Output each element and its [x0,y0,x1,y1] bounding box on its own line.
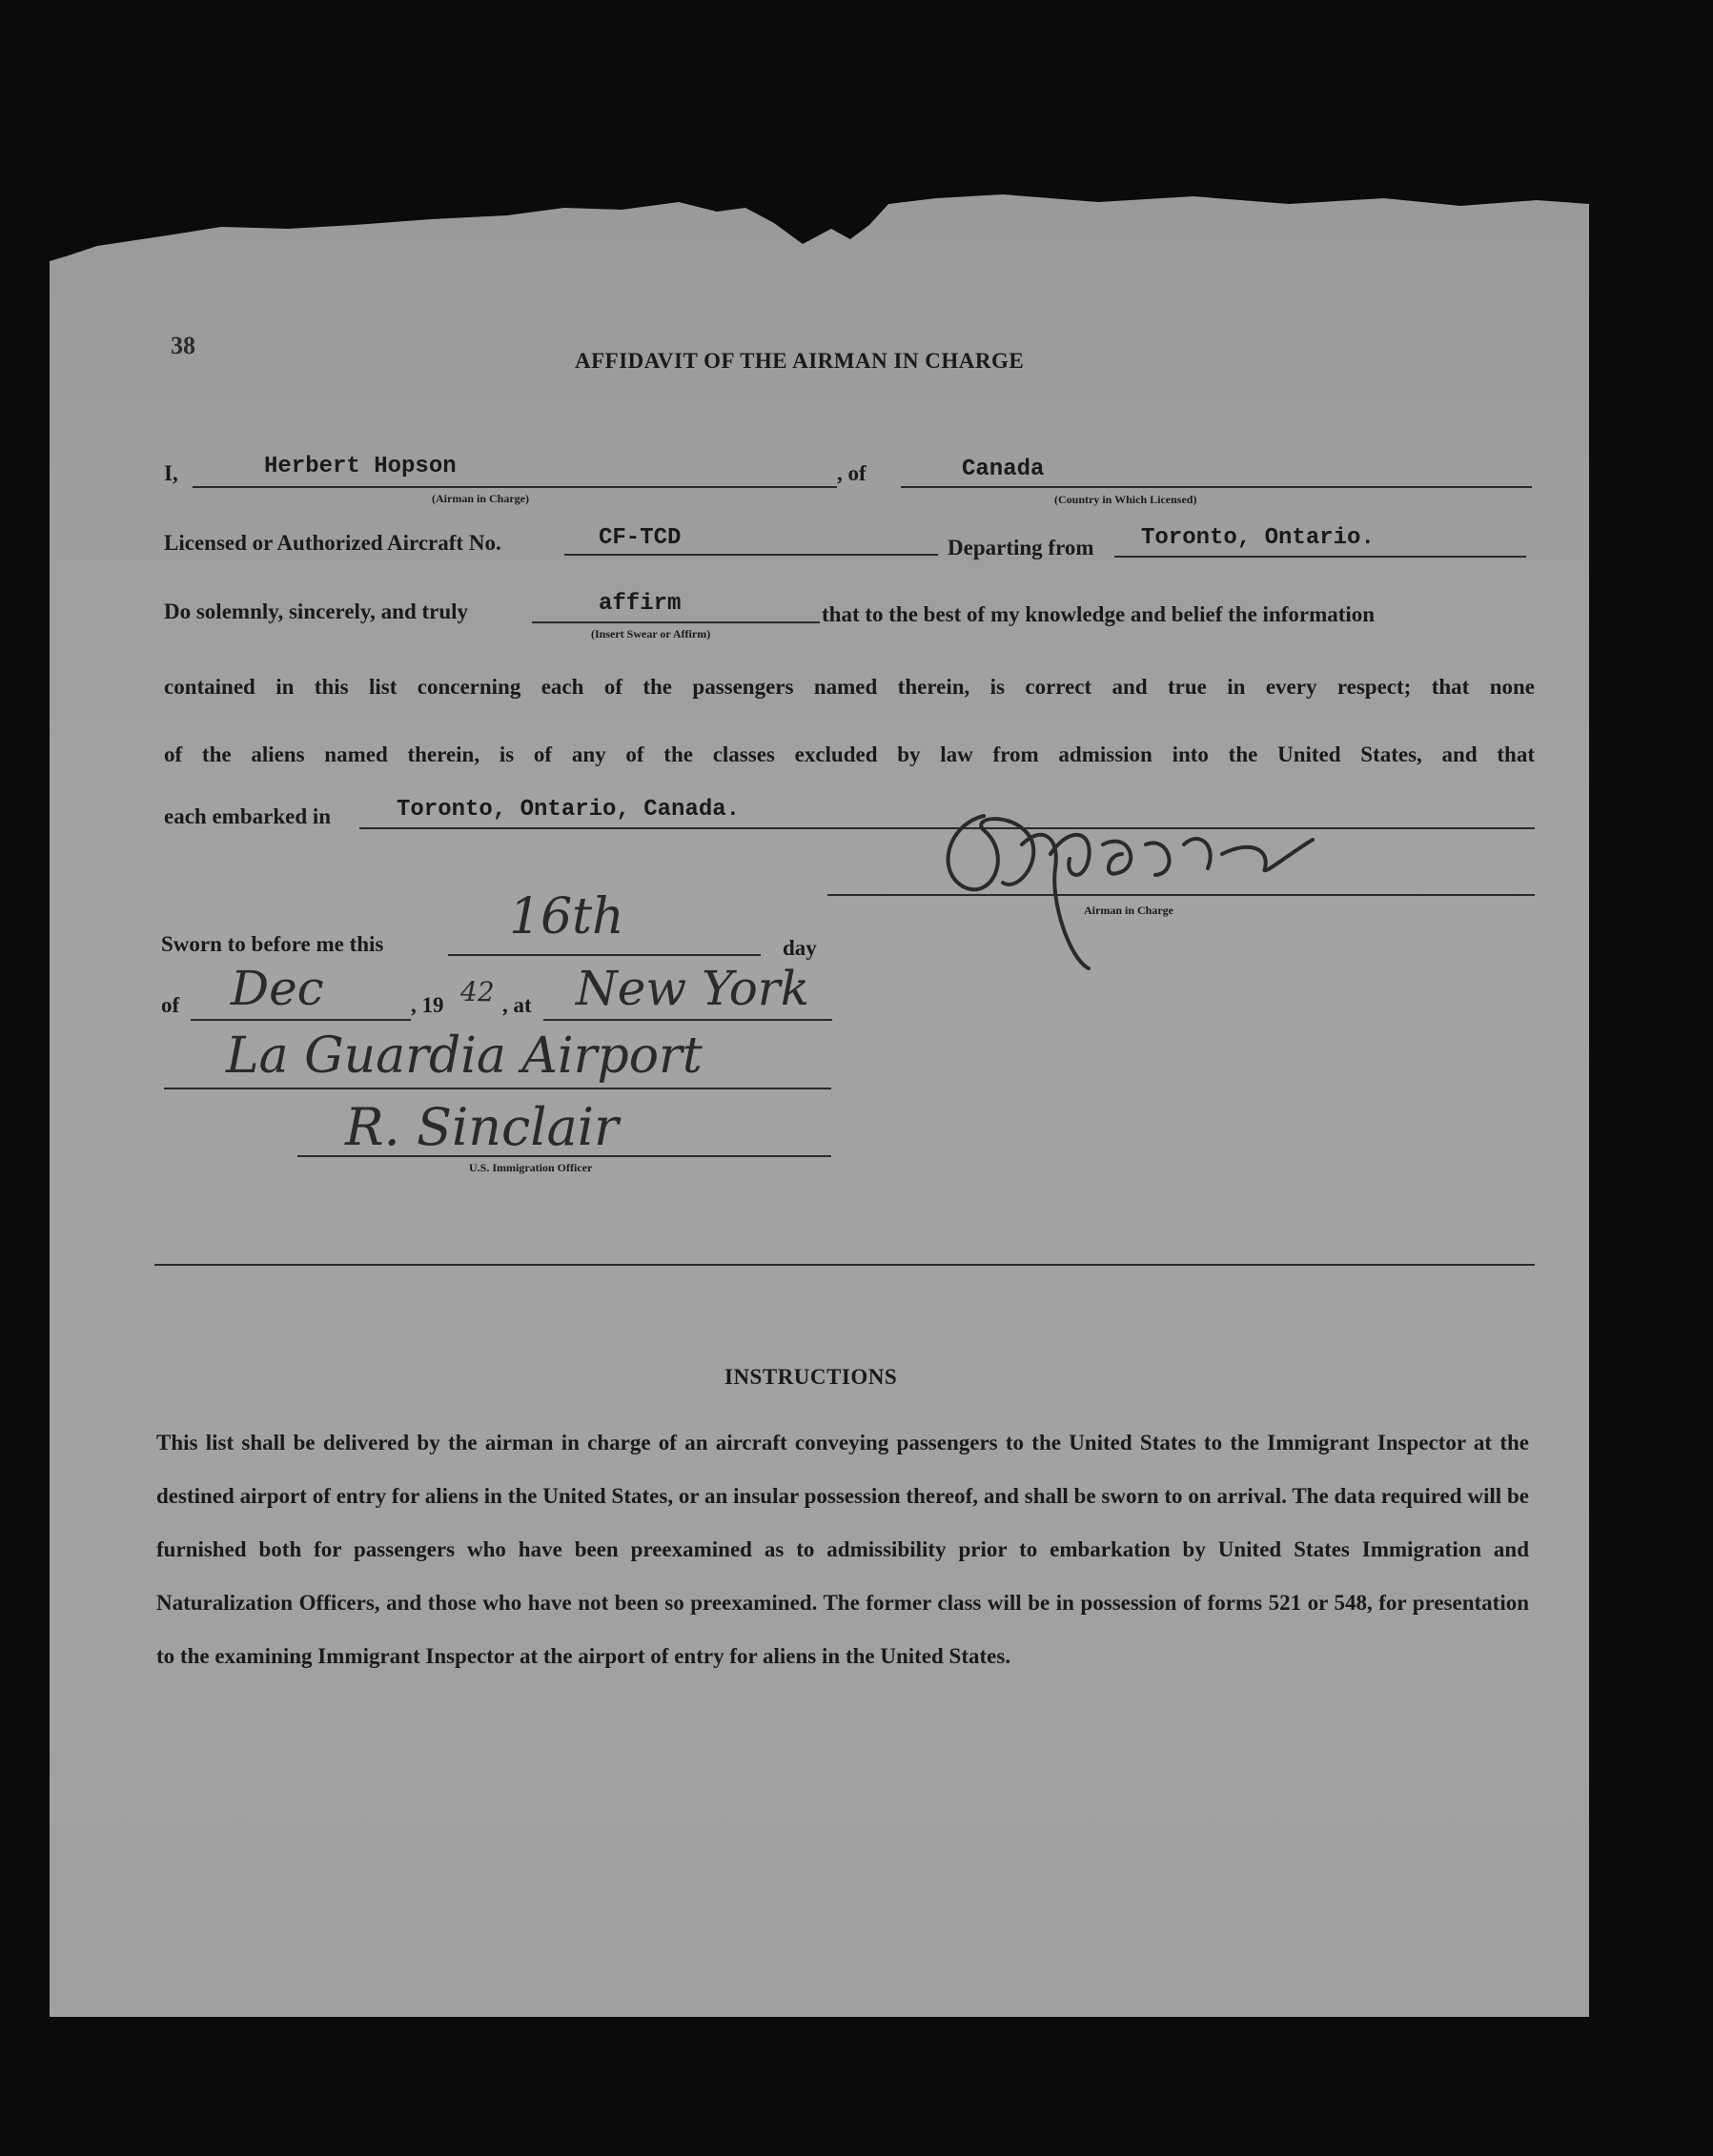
at-label: , at [502,993,532,1017]
oath-caption: (Insert Swear or Affirm) [591,627,711,641]
departing-line [1114,556,1526,558]
airman-name: Herbert Hopson [264,454,457,479]
oath-word: affirm [599,591,682,617]
signature-caption: Airman in Charge [1084,904,1173,917]
sworn-day-line [448,954,761,956]
month-handwritten: Dec [231,961,324,1016]
instructions-heading: INSTRUCTIONS [724,1365,898,1389]
officer-signature: R. Sinclair [345,1097,619,1157]
departing-from: Toronto, Ontario. [1141,525,1375,551]
embarked-in: Toronto, Ontario, Canada. [397,797,741,823]
i-label: I, [164,461,178,485]
solemnly-label: Do solemnly, sincerely, and truly [164,600,469,623]
year-handwritten: 42 [460,976,495,1007]
of-label: , of [837,461,867,485]
airport-line [164,1088,831,1089]
aircraft-no: CF-TCD [599,525,682,551]
airport-handwritten: La Guardia Airport [226,1027,703,1085]
country-caption: (Country in Which Licensed) [1054,493,1197,506]
oath-tail: that to the best of my knowledge and belief the information [822,602,1376,626]
airman-name-line [193,486,837,488]
month-line [191,1019,411,1021]
embarked-label: each embarked in [164,804,332,828]
aircraft-label: Licensed or Authorized Aircraft No. [164,531,501,555]
airman-caption: (Airman in Charge) [432,492,529,505]
day-handwritten: 16th [509,888,624,946]
country-line [901,486,1532,488]
country-value: Canada [962,457,1045,482]
sworn-label: Sworn to before me this [161,932,384,956]
place-handwritten: New York [576,961,809,1016]
officer-caption: U.S. Immigration Officer [469,1161,593,1174]
form-title: AFFIDAVIT OF THE AIRMAN IN CHARGE [575,349,1025,373]
place-line [543,1019,832,1021]
oath-line [532,621,820,623]
airman-signature-line [827,894,1535,896]
affidavit-line-3: of the aliens named therein, is of any of the classes excluded by law from admission into the United States, and that [164,742,1535,766]
section-divider [154,1264,1535,1266]
torn-edge [50,187,1589,301]
instructions-body: This list shall be delivered by the airman in charge of an aircraft conveying passengers to the United States to the Immigrant Inspector at the destined airport of entry for aliens in the United States, or an insular possession thereof, and shall be sworn to on arrival. The data required will be furnished both for passengers who have been preexamined as to admissibility prior to embarkation by United States Immigration and Naturalization Officers, and those who have not been so preexamined. The former class will be in possession of forms 521 or 548, for presentation to the examining Immigrant Inspector at the airport of entry for aliens in the United States. [156,1431,1529,1668]
year-prefix: , 19 [411,993,444,1017]
aircraft-no-line [564,554,938,556]
day-label: day [783,936,817,960]
departing-label: Departing from [948,536,1094,559]
stamp-number: 38 [171,332,195,359]
affidavit-line-2: contained in this list concerning each of the passengers named therein, is correct and true in every respect; that none [164,675,1535,699]
affidavit-document [50,187,1589,2017]
of-label-2: of [161,993,180,1017]
airman-signature [927,787,1394,978]
